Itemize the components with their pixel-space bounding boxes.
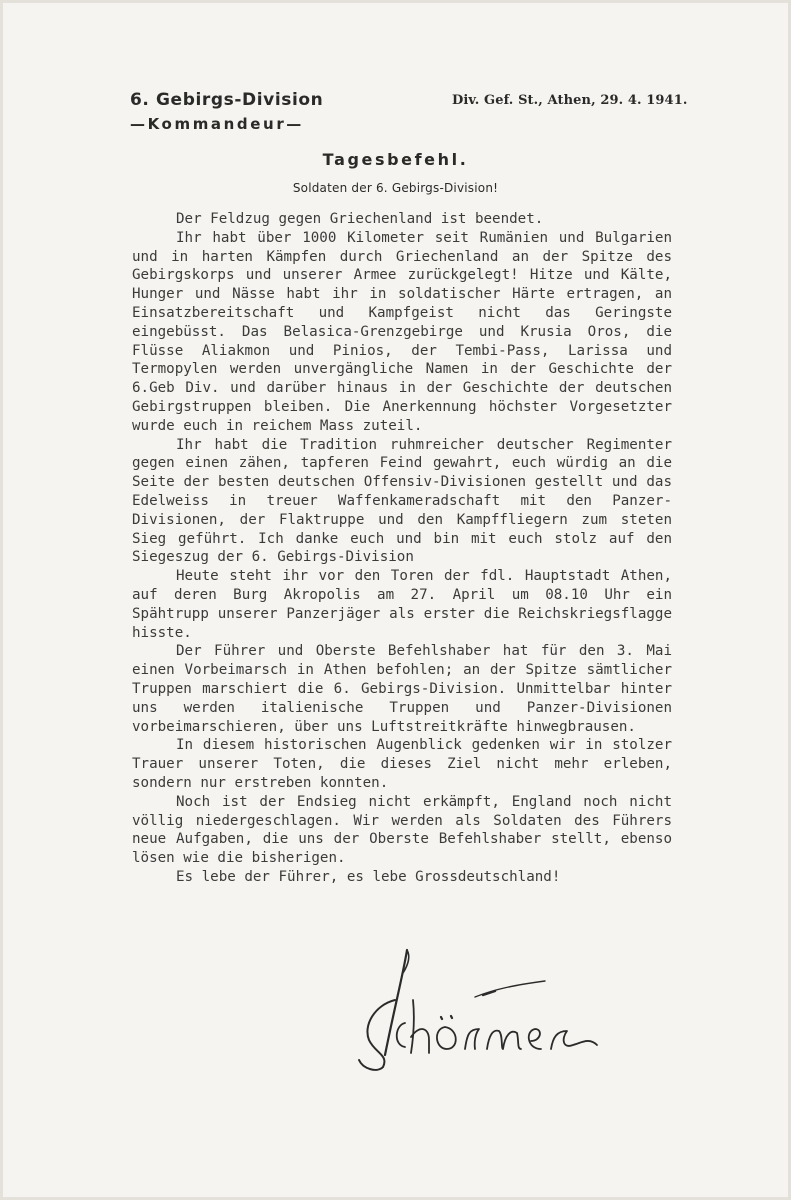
salutation: Soldaten der 6. Gebirgs-Division! [292,181,499,195]
paragraph: Heute steht ihr vor den Toren der fdl. Hauptstadt Athen, auf deren Burg Akropolis am 27. April um 08.10 Uhr ein Spähtrupp unserer Panzerjäger als erster die Reichskriegsflagge hisste. [132,568,672,641]
paragraph: Ihr habt die Tradition ruhmreicher deutscher Regimenter gegen einen zähen, tapferen Feind gewahrt, euch würdig an die Seite der besten deutschen Offensiv-Divisionen gestellt und das Edelweiss in treuer Waffenkameradschaft mit den Panzer-Divisionen, der Flaktruppe und den Kampffliegern zum steten Sieg geführt. Ich danke euch und bin mit euch stolz auf den Siegeszug der 6. Gebirgs-Division [132,436,672,566]
paragraph: Der Führer und Oberste Befehlshaber hat für den 3. Mai einen Vorbeimarsch in Athen befohlen; an der Spitze sämtlicher Truppen marschiert die 6. Gebirgs-Division. Unmittelbar hinter uns werden italienische Truppen und Panzer-Divisionen vorbeimarschieren, über uns Luftstreitkräfte hinwegbrausen. [132,643,672,735]
letterhead [130,88,323,136]
order-body [132,210,672,887]
document-title: Tagesbefehl. [322,150,469,169]
handwritten-signature [345,945,645,1075]
paragraph: Noch ist der Endsieg nicht erkämpft, England noch nicht völlig niedergeschlagen. Wir werden als Soldaten des Führers neue Aufgaben, die uns der Oberste Befehlshaber stellt, ebenso lösen wie die bisherigen. [132,793,672,867]
paragraph: Der Feldzug gegen Griechenland ist beendet. [176,211,544,227]
division-name: 6. Gebirgs-Division [130,90,324,110]
closing-line: Es lebe der Führer, es lebe Grossdeutschland! [176,868,561,885]
commander-title: —Kommandeur— [130,115,304,133]
place-date: Div. Gef. St., Athen, 29. 4. 1941. [452,93,688,108]
paragraph: In diesem historischen Augenblick gedenken wir in stolzer Trauer unserer Toten, die dieses Ziel nicht mehr erleben, sondern nur erstreben konnten. [132,737,672,791]
paragraph: Ihr habt über 1000 Kilometer seit Rumänien und Bulgarien und in harten Kämpfen durch Griechenland an der Spitze des Gebirgskorps und unserer Armee zurückgelegt! Hitze und Kälte, Hunger und Nässe habt ihr in soldatischer Härte ertragen, an Einsatzbereitschaft und Kampfgeist nicht das Geringste eingebüsst. Das Belasica-Grenzgebirge und Krusia Oros, die Flüsse Aliakmon und Pinios, der Tembi-Pass, Larissa und Termopylen werden unvergängliche Namen in der Geschichte der 6.Geb Div. und darüber hinaus in der Geschichte der deutschen Gebirgstruppen bleiben. Die Anerkennung höchster Vorgesetzter wurde euch in reichem Mass zuteil. [132,229,672,434]
